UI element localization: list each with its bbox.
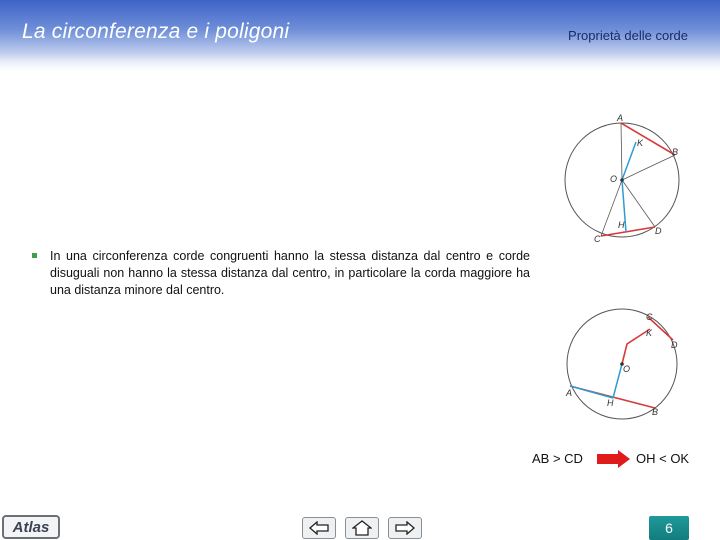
label-d: D (655, 226, 662, 236)
label-b: B (652, 407, 659, 417)
home-button[interactable] (345, 517, 379, 539)
label-o: O (610, 174, 618, 184)
next-button[interactable] (388, 517, 422, 539)
arrow-left-icon (309, 521, 329, 535)
label-c: C (646, 312, 653, 322)
distance-oh (613, 364, 622, 398)
radius-oa (621, 123, 622, 180)
label-a: A (566, 388, 573, 398)
section-title: Proprietà delle corde (568, 28, 688, 43)
chord-ab (621, 123, 675, 155)
radius-od (622, 180, 655, 227)
label-h: H (607, 398, 614, 408)
prev-button[interactable] (302, 517, 336, 539)
comparison-left: AB > CD (532, 451, 583, 466)
figure-unequal-chords (560, 308, 690, 420)
header-shade (0, 54, 720, 76)
label-a: A (617, 113, 624, 123)
label-b: B (672, 147, 679, 157)
label-o: O (623, 364, 631, 374)
segment-ah (570, 386, 613, 398)
center-point (620, 178, 624, 182)
label-k: K (637, 138, 644, 148)
red-arrow-icon (597, 450, 631, 468)
label-h: H (618, 220, 625, 230)
figure-equal-chords (560, 112, 690, 247)
label-d: D (671, 340, 678, 350)
bullet-paragraph (32, 248, 530, 299)
bullet-text: In una circonferenza corde congruenti hanno la stessa distanza dal centro e corde disuguali non hanno la stessa distanza dal centro, in particolare la corda maggiore ha una distanza minore dal centro. (50, 249, 530, 297)
atlas-logo: Atlas (2, 515, 60, 539)
page-number-badge: 6 (649, 516, 689, 540)
bullet-square-icon (32, 253, 37, 258)
page-title: La circonferenza e i poligoni (22, 20, 290, 43)
home-icon (352, 520, 372, 536)
label-c: C (594, 234, 601, 244)
comparison-right: OH < OK (636, 451, 690, 466)
label-k: K (646, 328, 653, 338)
arrow-right-icon (395, 521, 415, 535)
